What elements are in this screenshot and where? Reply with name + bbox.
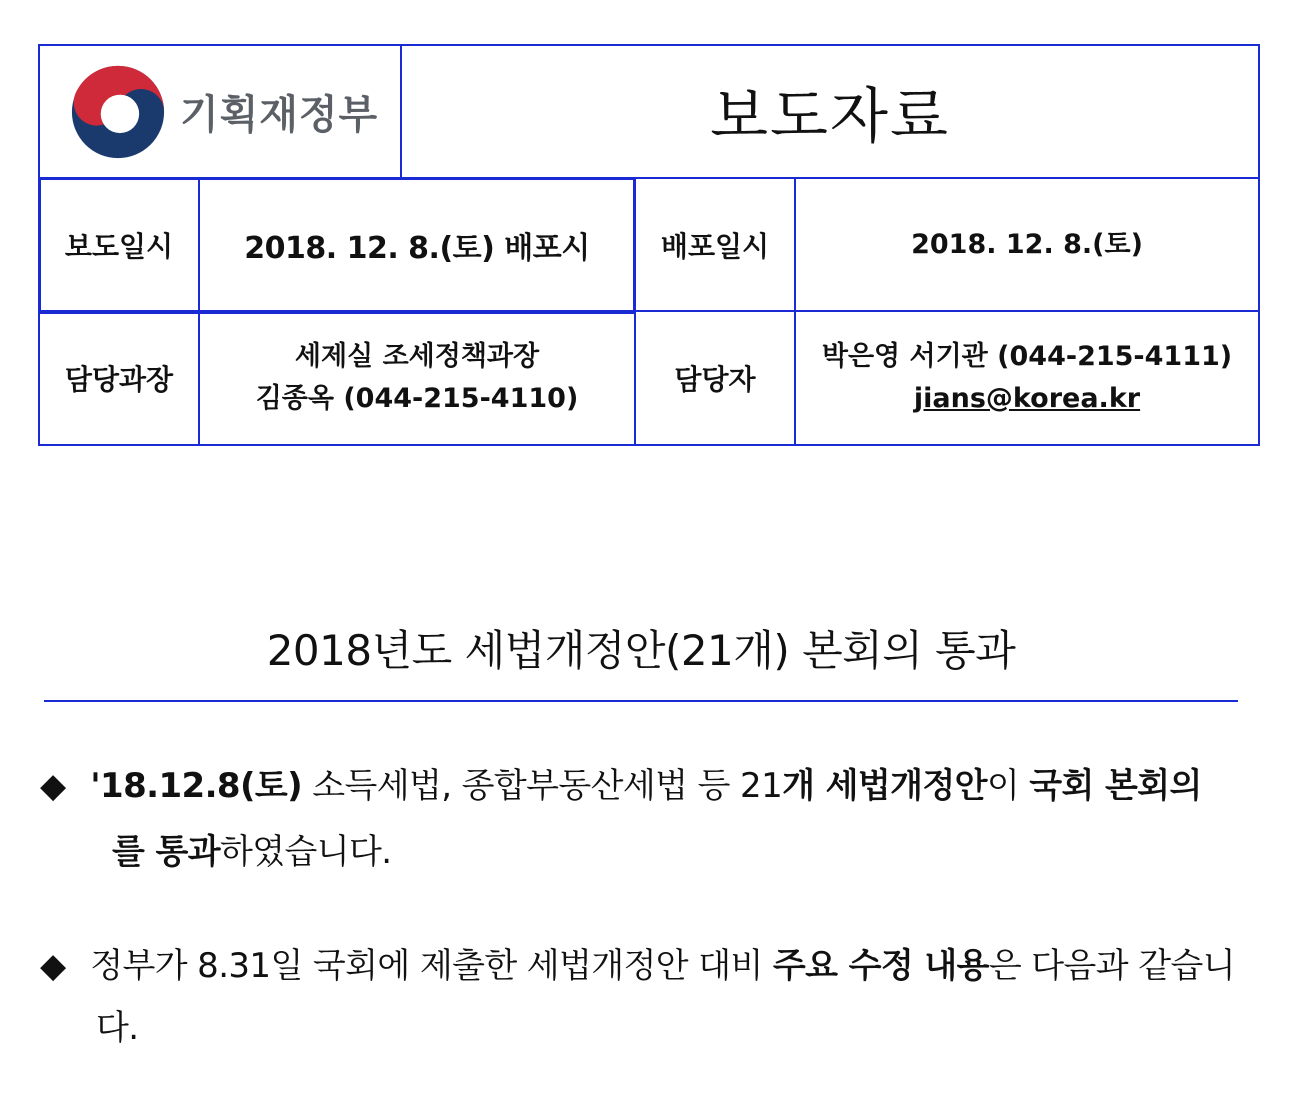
bullet-item-2 bbox=[40, 942, 1252, 1052]
ministry-logo-cell bbox=[40, 46, 402, 177]
bullet-text-segment: 개 세법개정안 bbox=[782, 766, 987, 806]
bullet-text-segment: 이 bbox=[986, 766, 1030, 806]
contact-label-cell bbox=[636, 312, 796, 444]
department-line1: 세제실 조세정책과장 bbox=[294, 341, 540, 372]
department-label: 담당과장 bbox=[64, 363, 174, 396]
report-time-label-cell bbox=[40, 179, 200, 310]
headline-divider bbox=[44, 700, 1238, 702]
doc-title-cell bbox=[402, 46, 1258, 177]
contact-line1: 박은영 서기관 (044-215-4111) bbox=[821, 341, 1233, 372]
bullet-1-line-2 bbox=[40, 828, 1252, 876]
bullet-text-segment: 정부가 8.31일 국회에 제출한 세법개정안 대비 bbox=[90, 946, 773, 986]
bullet-text-segment: 소득세법, 종합부동산세법 등 21 bbox=[302, 766, 783, 806]
bullet-2-line-1 bbox=[40, 942, 1252, 990]
department-label-cell bbox=[40, 312, 200, 444]
distribution-value: 2018. 12. 8.(토) bbox=[911, 228, 1143, 260]
distribution-value-cell bbox=[796, 179, 1258, 310]
contact-row bbox=[40, 312, 1258, 444]
bullet-2-line-2 bbox=[40, 1004, 1252, 1052]
date-row bbox=[40, 179, 1258, 312]
distribution-label: 배포일시 bbox=[660, 229, 770, 263]
bullet-1-line-1 bbox=[40, 762, 1252, 810]
bullet-item-1 bbox=[40, 762, 1252, 876]
contact-label: 담당자 bbox=[674, 363, 756, 396]
header-title-row bbox=[40, 46, 1258, 179]
diamond-bullet-icon: ◆ bbox=[40, 946, 66, 986]
ministry-name: 기획재정부 bbox=[180, 92, 379, 138]
department-line2: 김종옥 (044-215-4110) bbox=[255, 383, 579, 414]
press-headline: 2018년도 세법개정안(21개) 본회의 통과 bbox=[266, 626, 1016, 675]
contact-email-link[interactable]: jians@korea.kr bbox=[913, 383, 1141, 414]
bullet-text-segment: '18.12.8(토) bbox=[90, 766, 303, 806]
report-time-label: 보도일시 bbox=[64, 229, 174, 263]
doc-title: 보도자료 bbox=[710, 81, 950, 152]
department-value-cell bbox=[200, 312, 636, 444]
bullet-text-segment: 다. bbox=[96, 1008, 139, 1048]
contact-value-cell bbox=[796, 312, 1258, 444]
distribution-label-cell bbox=[636, 179, 796, 310]
diamond-bullet-icon: ◆ bbox=[40, 766, 66, 806]
bullet-text-segment: 하였습니다. bbox=[219, 832, 392, 872]
bullet-text-segment: 를 통과 bbox=[112, 832, 220, 872]
press-release-header-table bbox=[38, 44, 1260, 446]
bullet-text-segment: 은 다음과 같습니 bbox=[988, 946, 1235, 986]
bullet-text-segment: 주요 수정 내용 bbox=[772, 946, 989, 986]
taegeuk-logo-icon bbox=[70, 64, 166, 160]
bullet-text-segment: 국회 본회의 bbox=[1029, 766, 1202, 806]
report-time-value: 2018. 12. 8.(토) 배포시 bbox=[244, 230, 590, 266]
report-time-value-cell bbox=[200, 179, 636, 310]
